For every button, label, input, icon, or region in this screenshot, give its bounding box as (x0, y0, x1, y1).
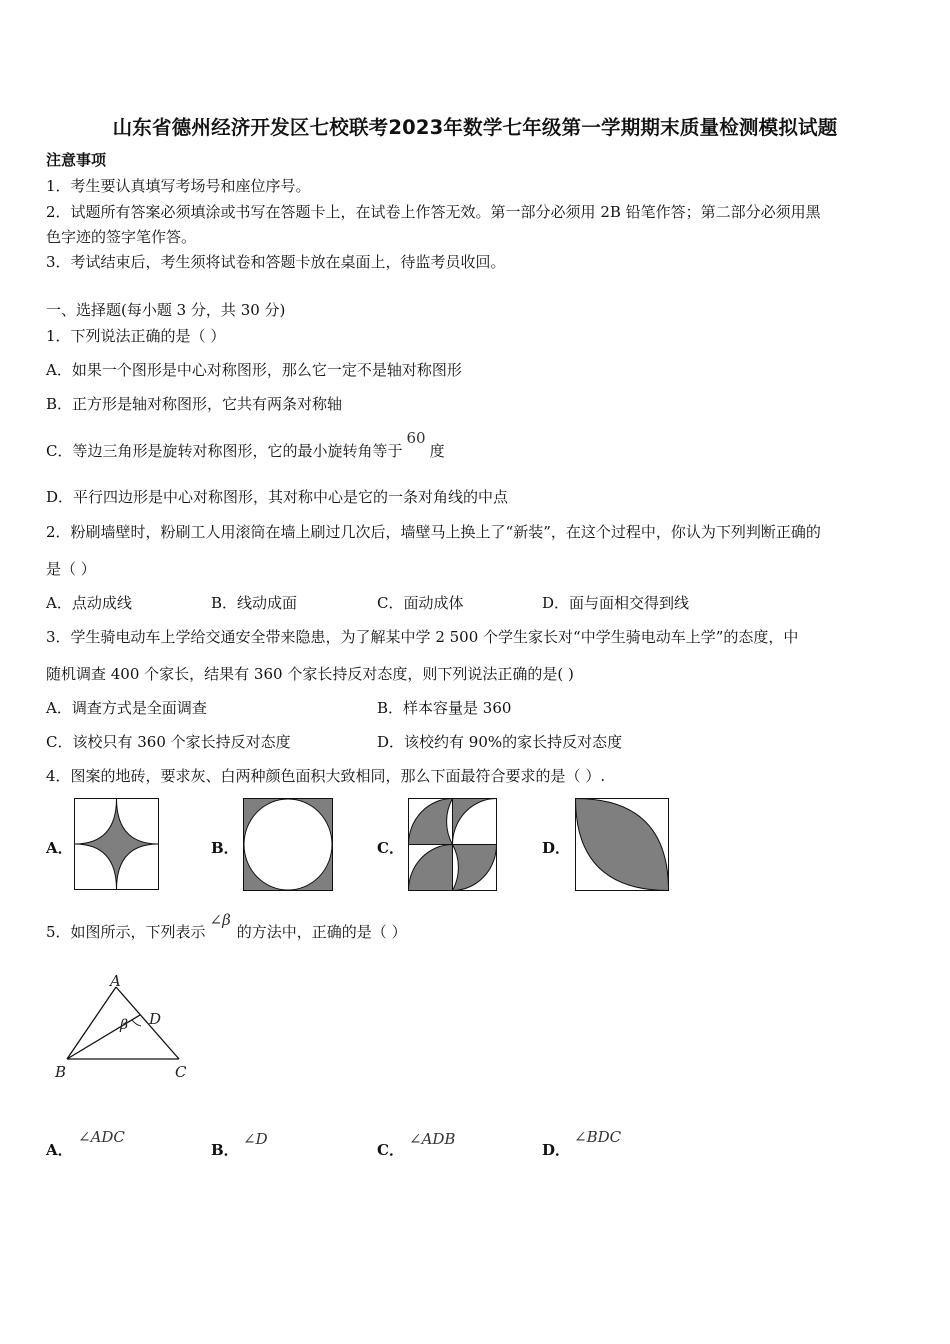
q5-angle-beta: β (120, 1017, 129, 1033)
q5-stem-math: ∠β (209, 911, 231, 929)
q3-option-a: A．调查方式是全面调查 (46, 699, 207, 717)
q5-vertex-a: A (110, 972, 121, 990)
q5-triangle-figure (50, 970, 200, 1085)
q1-option-c-unit: 度 (429, 442, 445, 460)
q2-option-d: D．面与面相交得到线 (542, 594, 690, 612)
q5-vertex-d: D (149, 1010, 162, 1028)
q1-option-b: B．正方形是轴对称图形，它共有两条对称轴 (46, 395, 343, 413)
q5-label-d: D． (542, 1141, 571, 1159)
q3-option-c: C．该校只有 360 个家长持反对态度 (46, 733, 291, 751)
notes-item-2-cont: 色字迹的签字笔作答。 (46, 228, 197, 246)
q5-label-a: A． (46, 1141, 73, 1159)
q2-option-a: A．点动成线 (46, 594, 132, 612)
q4-figure-c (408, 798, 498, 891)
q2-option-b: B．线动成面 (211, 594, 298, 612)
q5-vertex-b: B (55, 1063, 67, 1081)
q2-stem-line2: 是（ ） (46, 560, 96, 578)
q5-label-c: C． (377, 1141, 404, 1159)
q3-stem-line2: 随机调查 400 个家长，结果有 360 个家长持反对态度，则下列说法正确的是( ) (46, 665, 574, 683)
q1-option-c-text: C．等边三角形是旋转对称图形，它的最小旋转角等于 (46, 442, 403, 460)
q5-stem (46, 911, 407, 942)
notes-item-3: 3．考试结束后，考生须将试卷和答题卡放在桌面上，待监考员收回。 (46, 253, 506, 271)
q5-option-d: ∠BDC (574, 1128, 622, 1146)
q1-stem: 1．下列说法正确的是（ ） (46, 327, 226, 345)
notes-heading: 注意事项 (46, 151, 107, 169)
q5-label-b: B． (211, 1141, 239, 1159)
q3-stem-line1: 3．学生骑电动车上学给交通安全带来隐患，为了解某中学 2 500 个学生家长对“中学生骑电动车上学”的态度，中 (46, 628, 799, 646)
q1-option-c (46, 429, 445, 461)
q1-option-d: D．平行四边形是中心对称图形，其对称中心是它的一条对角线的中点 (46, 488, 509, 506)
q4-label-c: C． (377, 839, 404, 857)
q1-option-c-math: 60 (406, 429, 426, 447)
q2-option-c: C．面动成体 (377, 594, 464, 612)
q5-option-b: ∠D (243, 1130, 268, 1148)
q5-option-c: ∠ADB (409, 1130, 456, 1148)
q2-stem-line1: 2．粉刷墙壁时，粉刷工人用滚筒在墙上刷过几次后，墙壁马上换上了“新装”，在这个过程中，你认为下列判断正确的 (46, 523, 821, 541)
section-heading: 一、选择题(每小题 3 分，共 30 分) (46, 301, 286, 319)
q4-label-b: B． (211, 839, 239, 857)
q4-figure-d (575, 798, 669, 891)
q5-vertex-c: C (175, 1063, 187, 1081)
page-title: 山东省德州经济开发区七校联考2023年数学七年级第一学期期末质量检测模拟试题 (112, 116, 838, 139)
q4-stem: 4．图案的地砖，要求灰、白两种颜色面积大致相同，那么下面最符合要求的是（ ）. (46, 767, 606, 785)
notes-item-2: 2．试题所有答案必须填涂或书写在答题卡上，在试卷上作答无效。第一部分必须用 2B 铅笔作答；第二部分必须用黑 (46, 203, 821, 221)
notes-item-1: 1．考生要认真填写考场号和座位序号。 (46, 177, 311, 195)
q4-figure-b (243, 798, 333, 891)
q4-label-d: D． (542, 839, 571, 857)
q3-option-b: B．样本容量是 360 (377, 699, 512, 717)
q5-stem-text-end: 的方法中，正确的是（ ） (236, 923, 407, 941)
q3-option-d: D．该校约有 90%的家长持反对态度 (377, 733, 623, 751)
q4-figure-a (74, 798, 160, 891)
q1-option-a: A．如果一个图形是中心对称图形，那么它一定不是轴对称图形 (46, 361, 462, 379)
q5-option-a: ∠ADC (78, 1128, 125, 1146)
q5-stem-text: 5．如图所示，下列表示 (46, 923, 206, 941)
q4-label-a: A． (46, 839, 73, 857)
